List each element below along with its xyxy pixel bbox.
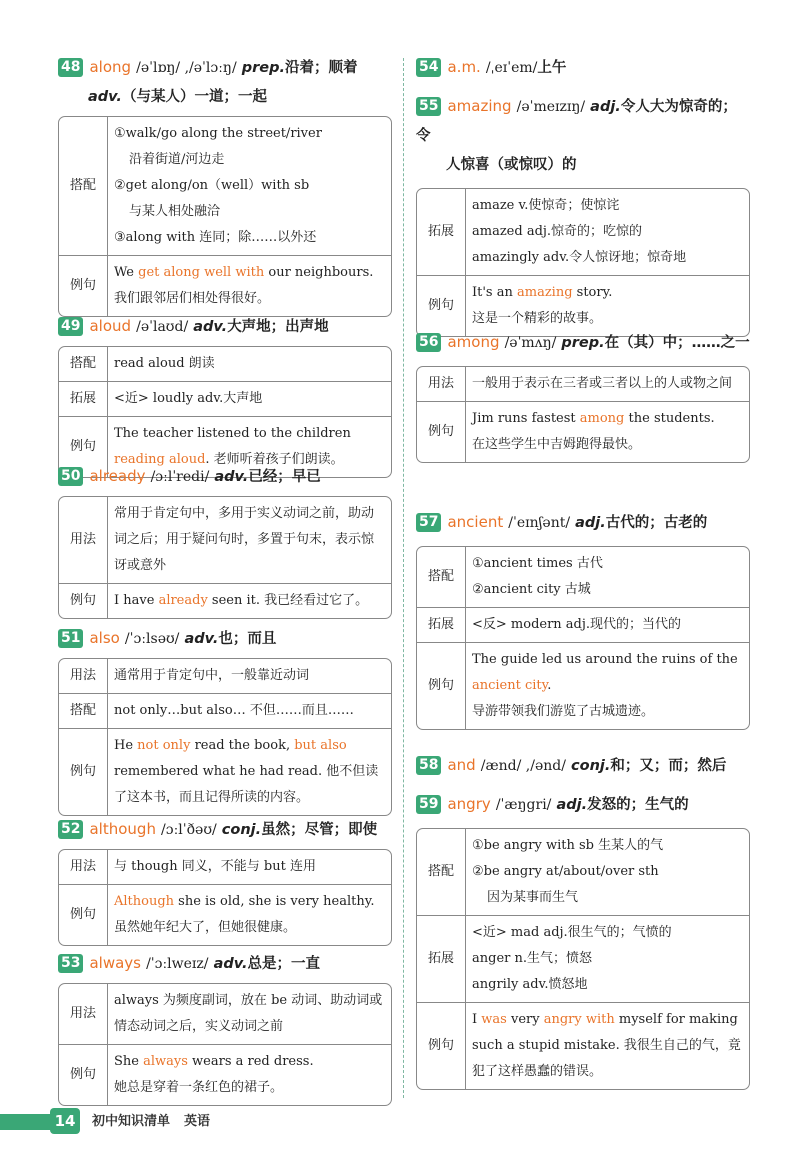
- part-of-speech-2: adv.: [88, 89, 122, 105]
- definition: 已经；早已: [248, 469, 321, 485]
- entry-number: 54: [416, 58, 441, 77]
- entry-table: [416, 366, 750, 463]
- example-text: He: [114, 738, 138, 753]
- entry-table: [58, 116, 392, 317]
- headword: aloud: [89, 317, 132, 335]
- phonetic: /əˈmeɪzɪŋ/: [516, 99, 586, 115]
- collocation-content: [466, 829, 749, 915]
- entry-table: [416, 546, 750, 730]
- collocation-2: ②ancient city 古城: [472, 582, 591, 597]
- phonetic: /ˈeɪnʃənt/: [508, 515, 571, 531]
- collocation-content: [466, 547, 749, 607]
- phonetic: /ænd/ ,/ənd/: [480, 758, 566, 774]
- example-text: Jim runs fastest: [472, 411, 580, 426]
- entry-number: 57: [416, 513, 441, 532]
- example-label: 例句: [417, 275, 466, 336]
- definition: 总是；一直: [247, 956, 321, 972]
- example-label: 例句: [417, 1002, 466, 1089]
- entry-already: [58, 462, 392, 619]
- example-label: 例句: [59, 728, 108, 815]
- example-translation: 我们跟邻居们相处得很好。: [114, 291, 271, 306]
- entry-am: [416, 53, 750, 83]
- example-label: 例句: [59, 1044, 108, 1105]
- example-highlight: get along well with: [138, 265, 265, 280]
- phonetic: /ˈæŋgri/: [495, 797, 552, 813]
- usage-label: 用法: [59, 850, 108, 884]
- example-label: 例句: [59, 884, 108, 945]
- collocation-content: [108, 117, 391, 255]
- entry-table: [416, 828, 750, 1090]
- example-text: remembered what he had read. 他不但读了这本书，而且记得所读的内容。: [114, 764, 379, 805]
- entry-number: 56: [416, 333, 441, 352]
- example-content: [108, 728, 391, 815]
- usage-content: 与 though 同义，不能与 but 连用: [114, 859, 316, 874]
- entry-table: [58, 346, 392, 478]
- part-of-speech: prep.: [561, 335, 605, 351]
- headword: although: [89, 820, 156, 838]
- entry-number: 51: [58, 629, 83, 648]
- part-of-speech: adv.: [213, 956, 248, 972]
- collocation-1-cn: 沿着街道/河边走: [129, 152, 225, 167]
- example-highlight: reading aloud: [114, 452, 206, 467]
- book-title: 初中知识清单: [92, 1114, 171, 1129]
- expansion-3: angrily adv.愤怒地: [472, 977, 588, 992]
- example-content: [466, 275, 749, 336]
- entry-and: [416, 751, 750, 781]
- entry-ancient: [416, 508, 750, 730]
- part-of-speech: adj.: [575, 515, 606, 531]
- collocation-label: 搭配: [417, 547, 466, 607]
- entry-number: 59: [416, 795, 441, 814]
- example-text: she is old, she is very healthy.: [174, 894, 375, 909]
- example-text: our neighbours.: [264, 265, 374, 280]
- expansion-1: amaze v.使惊奇；使惊诧: [472, 198, 620, 213]
- definition: 和；又；而；然后: [610, 758, 727, 774]
- usage-content: 一般用于表示在三者或三者以上的人或物之间: [472, 376, 733, 391]
- phonetic: /ˌeɪˈem/: [485, 60, 538, 76]
- collocation-content: read aloud 朗读: [114, 356, 215, 371]
- collocation-label: 搭配: [417, 829, 466, 915]
- part-of-speech: adj.: [556, 797, 588, 813]
- collocation-label: 搭配: [59, 347, 108, 381]
- example-text: We: [114, 265, 139, 280]
- definition: 古代的；古老的: [605, 515, 708, 531]
- example-highlight: always: [143, 1054, 188, 1069]
- collocation-label: 搭配: [59, 693, 108, 728]
- example-text: .: [547, 678, 552, 693]
- example-content: [466, 1002, 749, 1089]
- collocation-3: ③along with 连同；除……以外还: [114, 230, 317, 245]
- usage-content: always 为频度副词，放在 be 动词、助动词或情态动词之后，实义动词之前: [114, 993, 383, 1034]
- part-of-speech: conj.: [571, 758, 611, 774]
- definition: 发怒的；生气的: [587, 797, 689, 813]
- expansion-content: [466, 189, 749, 275]
- entry-along: [58, 53, 392, 317]
- page-number: 14: [50, 1108, 80, 1134]
- example-highlight: ancient city: [472, 678, 548, 693]
- headword: angry: [447, 795, 491, 813]
- expansion-2: anger n.生气；愤怒: [472, 951, 592, 966]
- phonetic: /ˈɔːlweɪz/: [146, 956, 209, 972]
- example-text: The teacher listened to the children: [114, 426, 351, 441]
- entry-number: 53: [58, 954, 83, 973]
- collocation-2: ②get along/on（well）with sb: [114, 178, 310, 193]
- collocation-2-cn: 与某人相处融洽: [129, 204, 221, 219]
- example-highlight: already: [158, 593, 208, 608]
- example-text: The guide led us around the ruins of the: [472, 652, 738, 667]
- expansion-3: amazingly adv.令人惊讶地；惊奇地: [472, 250, 687, 265]
- entry-table: [416, 188, 750, 337]
- example-translation: 虽然她年纪大了，但她很健康。: [114, 920, 297, 935]
- definition: 上午: [537, 60, 567, 76]
- example-label: 例句: [59, 416, 108, 477]
- example-label: 例句: [59, 255, 108, 316]
- expansion-label: 拓展: [59, 381, 108, 416]
- phonetic: /ˈɔːlsəʊ/: [124, 631, 180, 647]
- expansion-content: <反> modern adj.现代的；当代的: [466, 607, 749, 642]
- entry-table: [58, 658, 392, 816]
- entry-number: 58: [416, 756, 441, 775]
- example-highlight: among: [579, 411, 625, 426]
- subject-label: 英语: [184, 1114, 211, 1129]
- example-content: [108, 1044, 391, 1105]
- example-highlight: was: [481, 1012, 507, 1027]
- expansion-2: amazed adj.惊奇的；吃惊的: [472, 224, 643, 239]
- example-label: 例句: [417, 642, 466, 729]
- phonetic: /ɔːlˈredi/: [150, 469, 210, 485]
- definition-2: 人惊喜（或惊叹）的: [446, 157, 577, 173]
- example-translation: 她总是穿着一条红色的裙子。: [114, 1080, 284, 1095]
- example-text: story.: [572, 285, 613, 300]
- usage-label: 用法: [59, 984, 108, 1044]
- expansion-content: [466, 915, 749, 1002]
- example-text: read the book,: [190, 738, 295, 753]
- page-footer: [0, 1104, 280, 1134]
- example-content: [108, 884, 391, 945]
- entry-always: [58, 949, 392, 1106]
- example-text: She: [114, 1054, 144, 1069]
- entry-number: 48: [58, 58, 83, 77]
- example-text: the students.: [624, 411, 715, 426]
- example-content: [466, 401, 749, 462]
- entry-number: 50: [58, 467, 83, 486]
- phonetic: /ɔːlˈðəʊ/: [161, 822, 217, 838]
- entry-among: [416, 328, 750, 463]
- headword: always: [89, 954, 141, 972]
- entry-aloud: [58, 312, 392, 478]
- entry-number: 49: [58, 317, 83, 336]
- example-text: seen it. 我已经看过它了。: [207, 593, 369, 608]
- part-of-speech: conj.: [221, 822, 262, 838]
- example-translation: 在这些学生中吉姆跑得最快。: [472, 437, 642, 452]
- collocation-content: not only…but also… 不但……而且……: [108, 693, 391, 728]
- phonetic: /əˈmʌŋ/: [504, 335, 557, 351]
- collocation-1: ①walk/go along the street/river: [114, 126, 322, 141]
- example-text: I have: [114, 593, 159, 608]
- part-of-speech: adv.: [193, 319, 228, 335]
- collocation-label: 搭配: [59, 117, 108, 255]
- entry-table: [58, 983, 392, 1106]
- expansion-1: <近> mad adj.很生气的；气愤的: [472, 925, 672, 940]
- part-of-speech: adj.: [590, 99, 621, 115]
- headword: already: [89, 467, 146, 485]
- example-content: [108, 255, 391, 316]
- example-highlight: amazing: [517, 285, 573, 300]
- footer-title: [92, 1110, 224, 1129]
- example-content: [108, 583, 391, 618]
- column-divider: [403, 58, 404, 1098]
- example-text: myself for making such a stupid mistake. 我很生自己的气，竟犯了这样愚蠢的错误。: [472, 1012, 741, 1079]
- headword: ancient: [447, 513, 504, 531]
- example-label: 例句: [417, 401, 466, 462]
- entry-angry: [416, 790, 750, 1090]
- usage-label: 用法: [417, 367, 466, 401]
- headword: also: [89, 629, 120, 647]
- usage-content: 通常用于肯定句中，一般靠近动词: [114, 668, 310, 683]
- usage-label: 用法: [59, 497, 108, 583]
- example-text: . 老师听着孩子们朗读。: [205, 452, 344, 467]
- definition: 沿着；顺着: [285, 60, 358, 76]
- example-highlight: but also: [294, 738, 347, 753]
- definition: 大声地；出声地: [227, 319, 329, 335]
- entry-number: 52: [58, 820, 83, 839]
- definition: 也；而且: [218, 631, 277, 647]
- example-label: 例句: [59, 583, 108, 618]
- part-of-speech: adv.: [184, 631, 219, 647]
- usage-label: 用法: [59, 659, 108, 693]
- definition: 令人大为惊奇的；令: [416, 99, 737, 144]
- expansion-content: <近> loudly adv.大声地: [108, 381, 391, 416]
- expansion-label: 拓展: [417, 607, 466, 642]
- expansion-label: 拓展: [417, 915, 466, 1002]
- example-highlight: angry with: [543, 1012, 615, 1027]
- definition: 虽然；尽管；即使: [261, 822, 378, 838]
- headword: a.m.: [447, 58, 481, 76]
- part-of-speech: prep.: [241, 60, 285, 76]
- example-text: wears a red dress.: [187, 1054, 314, 1069]
- headword: among: [447, 333, 500, 351]
- part-of-speech: adv.: [214, 469, 249, 485]
- headword: amazing: [447, 97, 512, 115]
- definition-2: （与某人）一道；一起: [121, 89, 267, 105]
- headword: and: [447, 756, 476, 774]
- example-highlight: not only: [137, 738, 191, 753]
- definition: 在（其）中；……之一: [604, 335, 750, 351]
- collocation-1: ①be angry with sb 生某人的气: [472, 838, 664, 853]
- entry-although: [58, 815, 392, 946]
- entry-amazing: [416, 92, 750, 337]
- example-content: [466, 642, 749, 729]
- phonetic: /əˈlɒŋ/ ,/əˈlɔːŋ/: [136, 60, 237, 76]
- example-text: I: [472, 1012, 482, 1027]
- entry-also: [58, 624, 392, 816]
- collocation-2-cn: 因为某事而生气: [487, 890, 579, 905]
- collocation-2: ②be angry at/about/over sth: [472, 864, 659, 879]
- phonetic: /əˈlaʊd/: [136, 319, 189, 335]
- collocation-1: ①ancient times 古代: [472, 556, 603, 571]
- example-translation: 这是一个精彩的故事。: [472, 311, 603, 326]
- entry-number: 55: [416, 97, 441, 116]
- entry-table: [58, 496, 392, 619]
- example-text: It's an: [472, 285, 517, 300]
- entry-table: [58, 849, 392, 946]
- example-highlight: Although: [114, 894, 175, 909]
- example-translation: 导游带领我们游览了古城遗迹。: [472, 704, 655, 719]
- headword: along: [89, 58, 132, 76]
- usage-content: 常用于肯定句中，多用于实义动词之前，助动词之后；用于疑问句时，多置于句末，表示惊讶或意外: [114, 506, 375, 573]
- expansion-label: 拓展: [417, 189, 466, 275]
- example-text: very: [506, 1012, 544, 1027]
